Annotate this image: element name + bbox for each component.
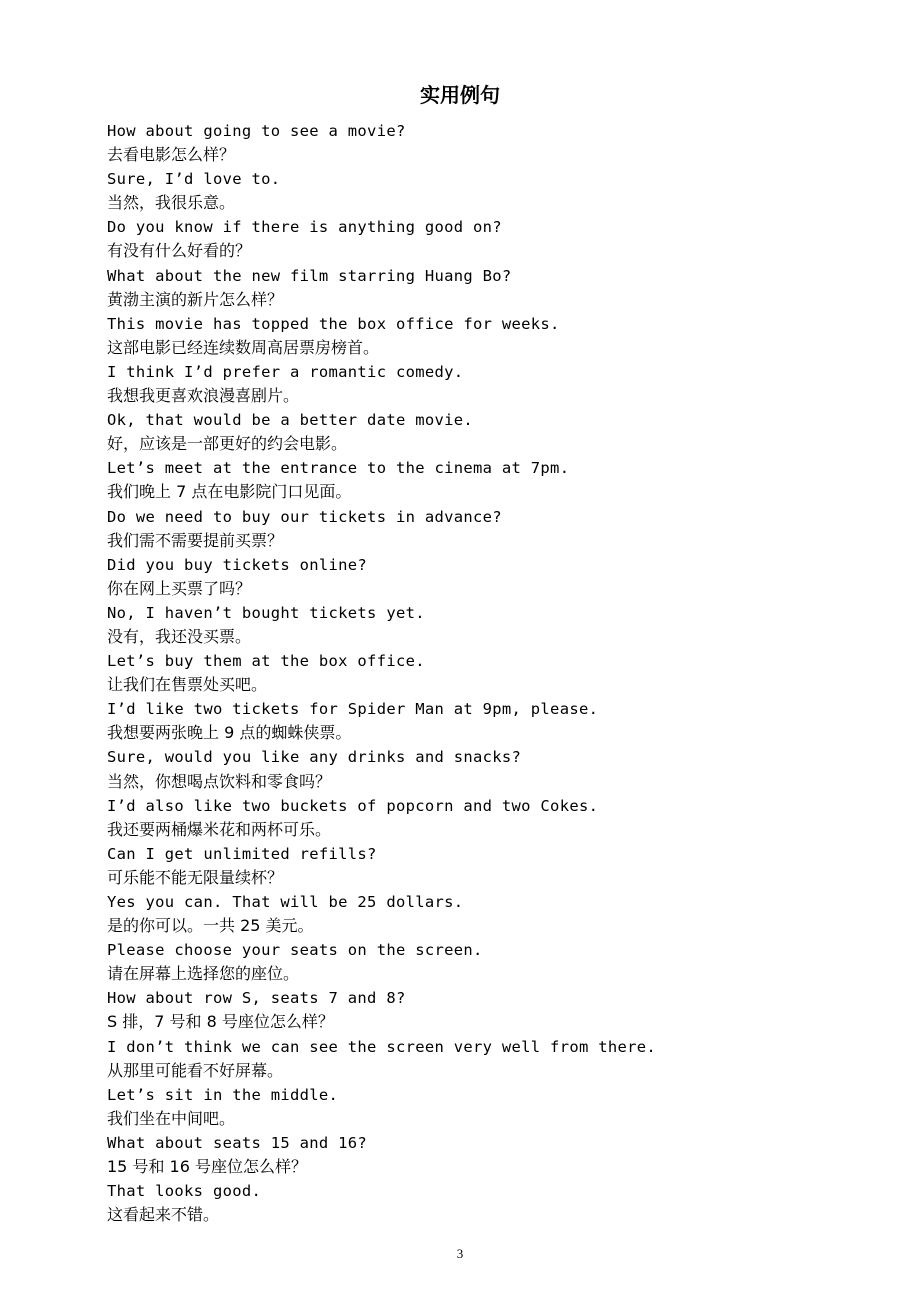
chinese-translation: 当然，我很乐意。 bbox=[107, 193, 236, 213]
sentence-list bbox=[107, 119, 887, 1227]
chinese-translation: 黄渤主演的新片怎么样？ bbox=[107, 289, 284, 309]
chinese-translation: 我们晚上 7 点在电影院门口见面。 bbox=[107, 482, 352, 502]
english-sentence: Let’s meet at the entrance to the cinema at 7pm. bbox=[107, 459, 570, 478]
chinese-translation: 我想我更喜欢浪漫喜剧片。 bbox=[107, 386, 300, 406]
chinese-translation: 我想要两张晚上 9 点的蜘蛛侠票。 bbox=[107, 723, 352, 743]
chinese-translation: 我们坐在中间吧。 bbox=[107, 1108, 236, 1128]
english-sentence: Let’s buy them at the box office. bbox=[107, 652, 425, 671]
english-sentence: Let’s sit in the middle. bbox=[107, 1085, 339, 1104]
chinese-translation: 去看电影怎么样？ bbox=[107, 145, 236, 165]
chinese-translation: 这部电影已经连续数周高居票房榜首。 bbox=[107, 337, 380, 357]
chinese-translation: 让我们在售票处买吧。 bbox=[107, 675, 268, 695]
english-sentence: Sure, I’d love to. bbox=[107, 170, 281, 189]
english-sentence: Can I get unlimited refills? bbox=[107, 844, 377, 863]
chinese-translation: 可乐能不能无限量续杯？ bbox=[107, 867, 284, 887]
english-sentence: Yes you can. That will be 25 dollars. bbox=[107, 893, 464, 911]
chinese-translation: 当然，你想喝点饮料和零食吗？ bbox=[107, 771, 332, 791]
english-sentence: Ok, that would be a better date movie. bbox=[107, 411, 474, 430]
english-sentence: This movie has topped the box office for weeks. bbox=[107, 314, 560, 333]
english-sentence: Do you know if there is anything good on? bbox=[107, 218, 502, 237]
english-sentence: Please choose your seats on the screen. bbox=[107, 941, 483, 960]
english-sentence: That looks good. bbox=[107, 1182, 262, 1201]
chinese-translation: 有没有什么好看的？ bbox=[107, 241, 252, 261]
english-sentence: How about row S, seats 7 and 8? bbox=[107, 989, 406, 1008]
chinese-translation: 我们需不需要提前买票？ bbox=[107, 530, 284, 550]
english-sentence: How about going to see a movie? bbox=[107, 122, 406, 140]
english-sentence: I’d like two tickets for Spider Man at 9pm, please. bbox=[107, 700, 599, 719]
english-sentence: Do we need to buy our tickets in advance? bbox=[107, 507, 502, 526]
chinese-translation: 是的你可以。一共 25 美元。 bbox=[107, 916, 314, 936]
english-sentence: What about the new film starring Huang Bo? bbox=[107, 266, 512, 285]
english-sentence: Sure, would you like any drinks and snacks? bbox=[107, 748, 522, 767]
chinese-translation: 你在网上买票了吗？ bbox=[107, 578, 252, 598]
page-number: 3 bbox=[456, 1246, 464, 1261]
english-sentence: What about seats 15 and 16? bbox=[107, 1133, 368, 1152]
chinese-translation: 15 号和 16 号座位怎么样？ bbox=[107, 1157, 307, 1177]
chinese-translation: 没有，我还没买票。 bbox=[107, 626, 252, 646]
chinese-translation: 我还要两桶爆米花和两杯可乐。 bbox=[107, 819, 332, 839]
page-title: 实用例句 bbox=[420, 83, 500, 107]
chinese-translation: S 排，7 号和 8 号座位怎么样？ bbox=[107, 1012, 334, 1032]
english-sentence: I’d also like two buckets of popcorn and two Cokes. bbox=[107, 796, 599, 815]
chinese-translation: 这看起来不错。 bbox=[107, 1205, 220, 1225]
chinese-translation: 从那里可能看不好屏幕。 bbox=[107, 1060, 284, 1080]
chinese-translation: 好，应该是一部更好的约会电影。 bbox=[107, 434, 348, 454]
english-sentence: I don’t think we can see the screen very well from there. bbox=[107, 1037, 657, 1056]
chinese-translation: 请在屏幕上选择您的座位。 bbox=[107, 964, 300, 984]
english-sentence: Did you buy tickets online? bbox=[107, 555, 368, 574]
english-sentence: No, I haven’t bought tickets yet. bbox=[107, 603, 425, 622]
english-sentence: I think I’d prefer a romantic comedy. bbox=[107, 362, 464, 381]
